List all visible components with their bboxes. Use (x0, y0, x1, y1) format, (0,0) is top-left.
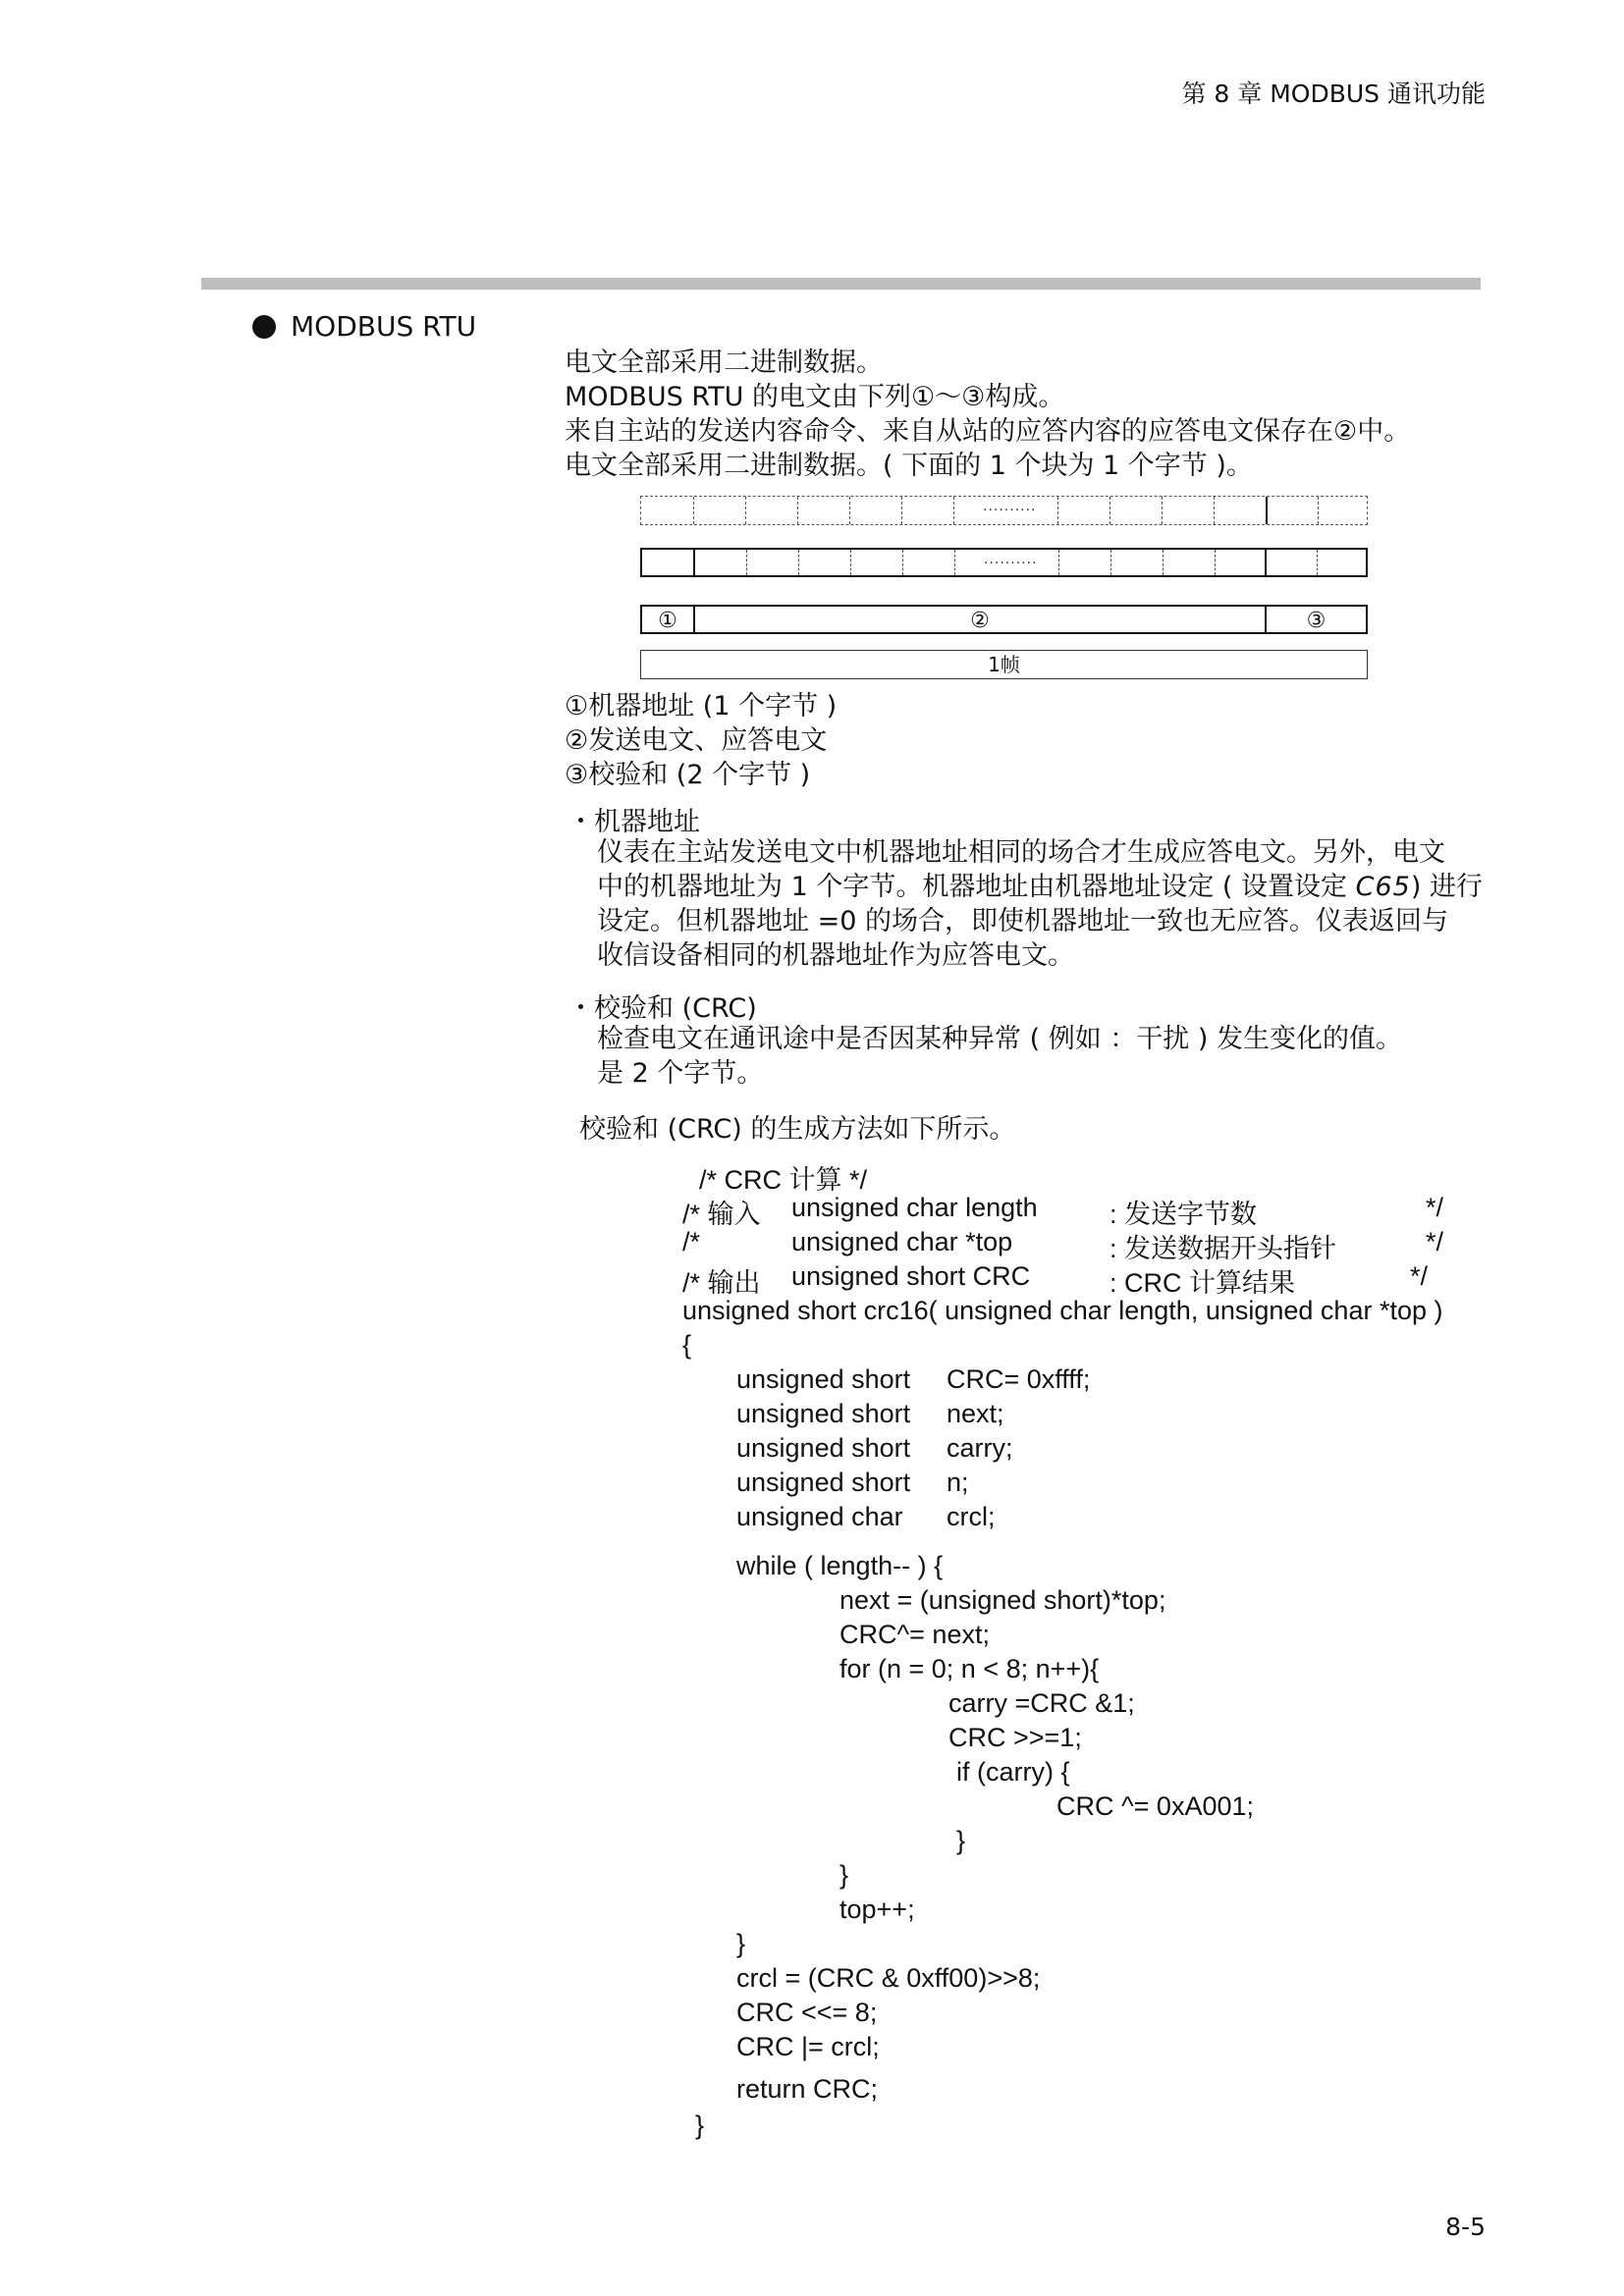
crc-intro: 校验和 (CRC) 的生成方法如下所示。 (579, 1114, 1016, 1145)
term-address: ・机器地址 (568, 807, 700, 837)
address-desc-1: 仪表在主站发送电文中机器地址相同的场合才生成应答电文。另外，电文 (597, 837, 1445, 868)
code-w9: } (839, 1860, 849, 1890)
code-e1: crcl = (CRC & 0xff00)>>8; (736, 1963, 1041, 1993)
code-d3b: carry; (947, 1433, 1013, 1463)
code-c1d: */ (1426, 1193, 1444, 1222)
legend-item-3: ③校验和 (2 个字节 ) (565, 760, 811, 790)
frame-label: 1帧 (640, 650, 1368, 679)
code-e4: return CRC; (736, 2074, 879, 2104)
page-number: 8-5 (1445, 2213, 1486, 2241)
intro-line-4: 电文全部采用二进制数据。( 下面的 1 个块为 1 个字节 )。 (565, 451, 1253, 481)
code-while: while ( length-- ) { (736, 1551, 944, 1580)
intro-line-1: 电文全部采用二进制数据。 (565, 347, 883, 378)
segment-code: C65 (1355, 872, 1411, 902)
code-c3c: : CRC 计算结果 (1110, 1268, 1295, 1298)
ellipsis-dots: ·········· (984, 556, 1038, 571)
code-d2a: unsigned short (736, 1399, 911, 1428)
code-w10: top++; (839, 1895, 915, 1924)
code-d5b: crcl; (947, 1502, 996, 1531)
code-signature: unsigned short crc16( unsigned char length, unsigned char *top ) (682, 1296, 1443, 1325)
code-w7: CRC ^= 0xA001; (1056, 1791, 1255, 1821)
legend-item-2: ②发送电文、应答电文 (565, 725, 828, 756)
code-open-brace: { (682, 1330, 692, 1360)
intro-line-2: MODBUS RTU 的电文由下列①～③构成。 (565, 382, 1065, 412)
code-c1a: /* 输入 (682, 1200, 761, 1229)
segment-row (640, 605, 1368, 634)
term-checksum: ・校验和 (CRC) (568, 993, 757, 1024)
code-comment-title: /* CRC 计算 */ (699, 1165, 868, 1195)
segment-message: ② (970, 609, 990, 633)
section-divider (201, 278, 1481, 290)
bullet-icon (252, 315, 276, 339)
code-close-brace: } (695, 2110, 705, 2140)
code-w6: if (carry) { (956, 1757, 1070, 1787)
code-d4a: unsigned short (736, 1468, 911, 1497)
code-w5: CRC >>=1; (948, 1723, 1082, 1752)
code-w11: } (736, 1929, 746, 1958)
segment-checksum: ③ (1306, 609, 1326, 633)
code-c2a: /* (682, 1227, 701, 1256)
address-desc-3: 设定。但机器地址 =0 的场合，即使机器地址一致也无应答。仪表返回与 (597, 906, 1448, 936)
code-w3: for (n = 0; n < 8; n++){ (839, 1654, 1100, 1683)
code-d4b: n; (947, 1468, 969, 1497)
code-d1a: unsigned short (736, 1364, 911, 1394)
code-d5a: unsigned char (736, 1502, 903, 1531)
code-w1: next = (unsigned short)*top; (839, 1585, 1166, 1615)
ellipsis-dots: ·········· (983, 503, 1037, 518)
code-w2: CRC^= next; (839, 1620, 990, 1649)
code-d1b: CRC= 0xffff; (947, 1364, 1091, 1394)
checksum-desc-2: 是 2 个字节。 (597, 1058, 764, 1089)
code-d2b: next; (947, 1399, 1004, 1428)
section-title: MODBUS RTU (291, 310, 477, 343)
byte-row-solid (640, 548, 1368, 577)
code-c2b: unsigned char *top (791, 1227, 1013, 1256)
code-e2: CRC <<= 8; (736, 1998, 878, 2027)
checksum-desc-1: 检查电文在通讯途中是否因某种异常 ( 例如 ：干扰 ) 发生变化的值。 (597, 1024, 1402, 1054)
code-w4: carry =CRC &1; (948, 1688, 1135, 1718)
code-c3a: /* 输出 (682, 1268, 761, 1298)
chapter-header: 第 8 章 MODBUS 通讯功能 (1181, 80, 1486, 108)
code-c1c: : 发送字节数 (1110, 1200, 1258, 1229)
code-c2d: */ (1426, 1227, 1444, 1256)
address-desc-4: 收信设备相同的机器地址作为应答电文。 (597, 940, 1074, 971)
code-c3d: */ (1410, 1261, 1429, 1291)
byte-row-dashed (640, 496, 1368, 525)
code-c1b: unsigned char length (791, 1193, 1038, 1222)
intro-line-3: 来自主站的发送内容命令、来自从站的应答内容的应答电文保存在②中。 (565, 416, 1411, 447)
code-c2c: : 发送数据开头指针 (1110, 1234, 1337, 1263)
address-desc-2: 中的机器地址为 1 个字节。机器地址由机器地址设定 ( 设置设定 C65) 进行 (597, 872, 1483, 902)
legend-item-1: ①机器地址 (1 个字节 ) (565, 691, 838, 721)
code-c3b: unsigned short CRC (791, 1261, 1031, 1291)
segment-address: ① (658, 609, 677, 633)
code-w8: } (956, 1826, 966, 1855)
code-d3a: unsigned short (736, 1433, 911, 1463)
code-e3: CRC |= crcl; (736, 2032, 880, 2061)
